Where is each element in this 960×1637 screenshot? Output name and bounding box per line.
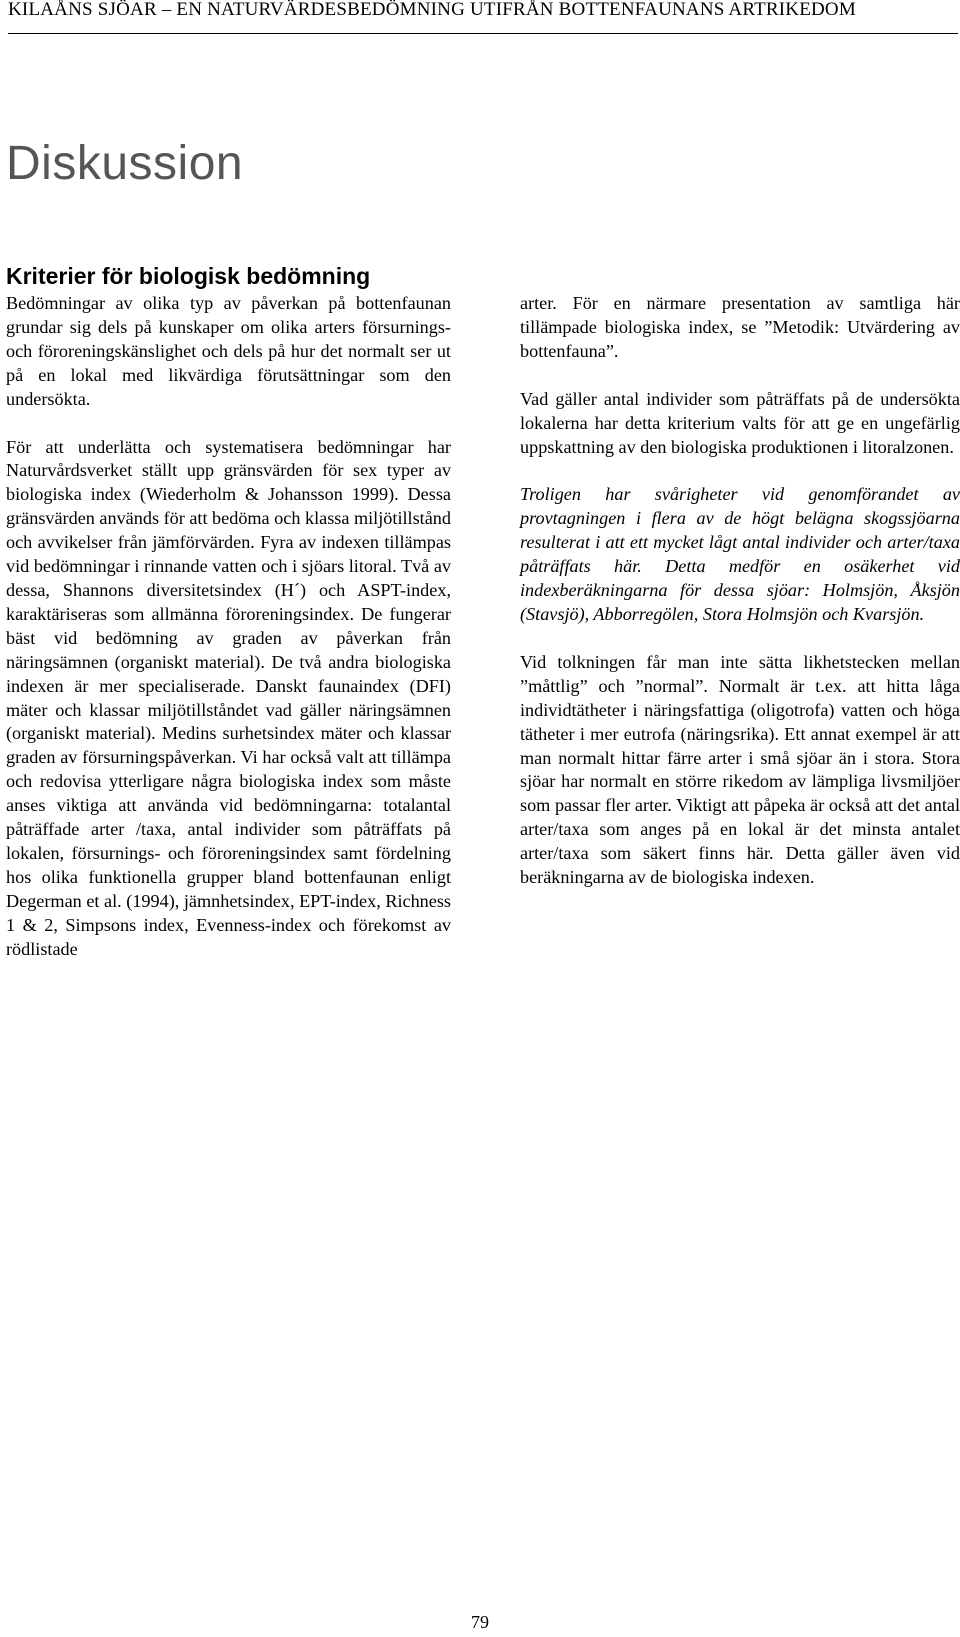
page-title: Diskussion: [6, 137, 244, 190]
left-column: [6, 292, 451, 985]
paragraph: Vad gäller antal individer som påträffats på de undersökta lokalerna har detta kriterium valts för att ge en ungefärlig uppskattning av den biologiska produktionen i litoralzonen.: [520, 388, 960, 457]
paragraph: Bedömningar av olika typ av påverkan på bottenfaunan grundar sig dels på kunskaper om olika arters försurnings- och föroreningskänslighet och dels på hur det normalt ser ut på en lokal med likvärdiga förutsättningar som den undersökta.: [6, 293, 451, 409]
page-number: 79: [471, 1612, 489, 1632]
paragraph: För att underlätta och systematisera bedömningar har Naturvårdsverket ställt upp gränsvärden för sex typer av biologiska index (Wiederholm & Johansson 1999). Dessa gränsvärden används för att bedöma och klassa miljötillstånd och avvikelser från jämförvärden. Fyra av indexen tillämpas vid bedömningar i rinnande vatten och i sjöars litoral. Två av dessa, Shannons diversitetsindex (H´) och ASPT-index, karaktäriseras som allmänna föroreningsindex. De fungerar bäst vid bedömning av graden av påverkan från näringsämnen (organiskt material). De två andra biologiska indexen är mer specialiserade. Danskt faunaindex (DFI) mäter och klassar miljötillståndet vad gäller näringsämnen (organiskt material). Medins surhetsindex mäter och klassar graden av försurningspåverkan. Vi har också valt att tillämpa och redovisa ytterligare några biologiska index som måste anses viktiga att använda vid bedömningarna: totalantal påträffade arter /taxa, antal individer som påträffats på lokalen, försurnings- och föroreningsindex samt fördelning hos olika funktionella grupper bland bottenfaunan enligt Degerman et al. (1994), jämnhetsindex, EPT-index, Richness 1 & 2, Simpsons index, Evenness-index och förekomst av rödlistade: [6, 436, 451, 959]
italic-paragraph: Troligen har svårigheter vid genomförandet av provtagningen i flera av de högt belägna skogssjöarna resulterat i att ett mycket lågt antal individer och arter/taxa påträffats här. Detta medför en osäkerhet vid indexberäkningarna för dessa sjöar: Holmsjön, Åksjön (Stavsjö), Abborregölen, Stora Holmsjön och Kvarsjön.: [520, 484, 960, 624]
paragraph: arter. För en närmare presentation av samtliga här tillämpade biologiska index, se ”Metodik: Utvärdering av bottenfauna”.: [520, 293, 960, 361]
running-header: KILAÅNS SJÖAR – EN NATURVÄRDESBEDÖMNING UTIFRÅN BOTTENFAUNANS ARTRIKEDOM: [8, 0, 856, 20]
right-column: [520, 292, 960, 914]
paragraph: Vid tolkningen får man inte sätta likhetstecken mellan ”måttlig” och ”normal”. Normalt är t.ex. att hitta låga individtätheter i näringsfattiga (oligotrofa) vatten och höga tätheter i mer eutrofa (näringsrika). Ett annat exempel är att man normalt hittar färre arter i små sjöar än i stora. Stora sjöar har normalt en större rikedom av lämpliga livsmiljöer som passar fler arter. Viktigt att påpeka är också att det antal arter/taxa som anges på en lokal är det minsta antalet arter/taxa som säkert finns här. Detta gäller även vid beräkningarna av de biologiska indexen.: [520, 651, 960, 888]
section-heading: Kriterier för biologisk bedömning: [6, 263, 371, 289]
header-rule: [8, 33, 958, 34]
